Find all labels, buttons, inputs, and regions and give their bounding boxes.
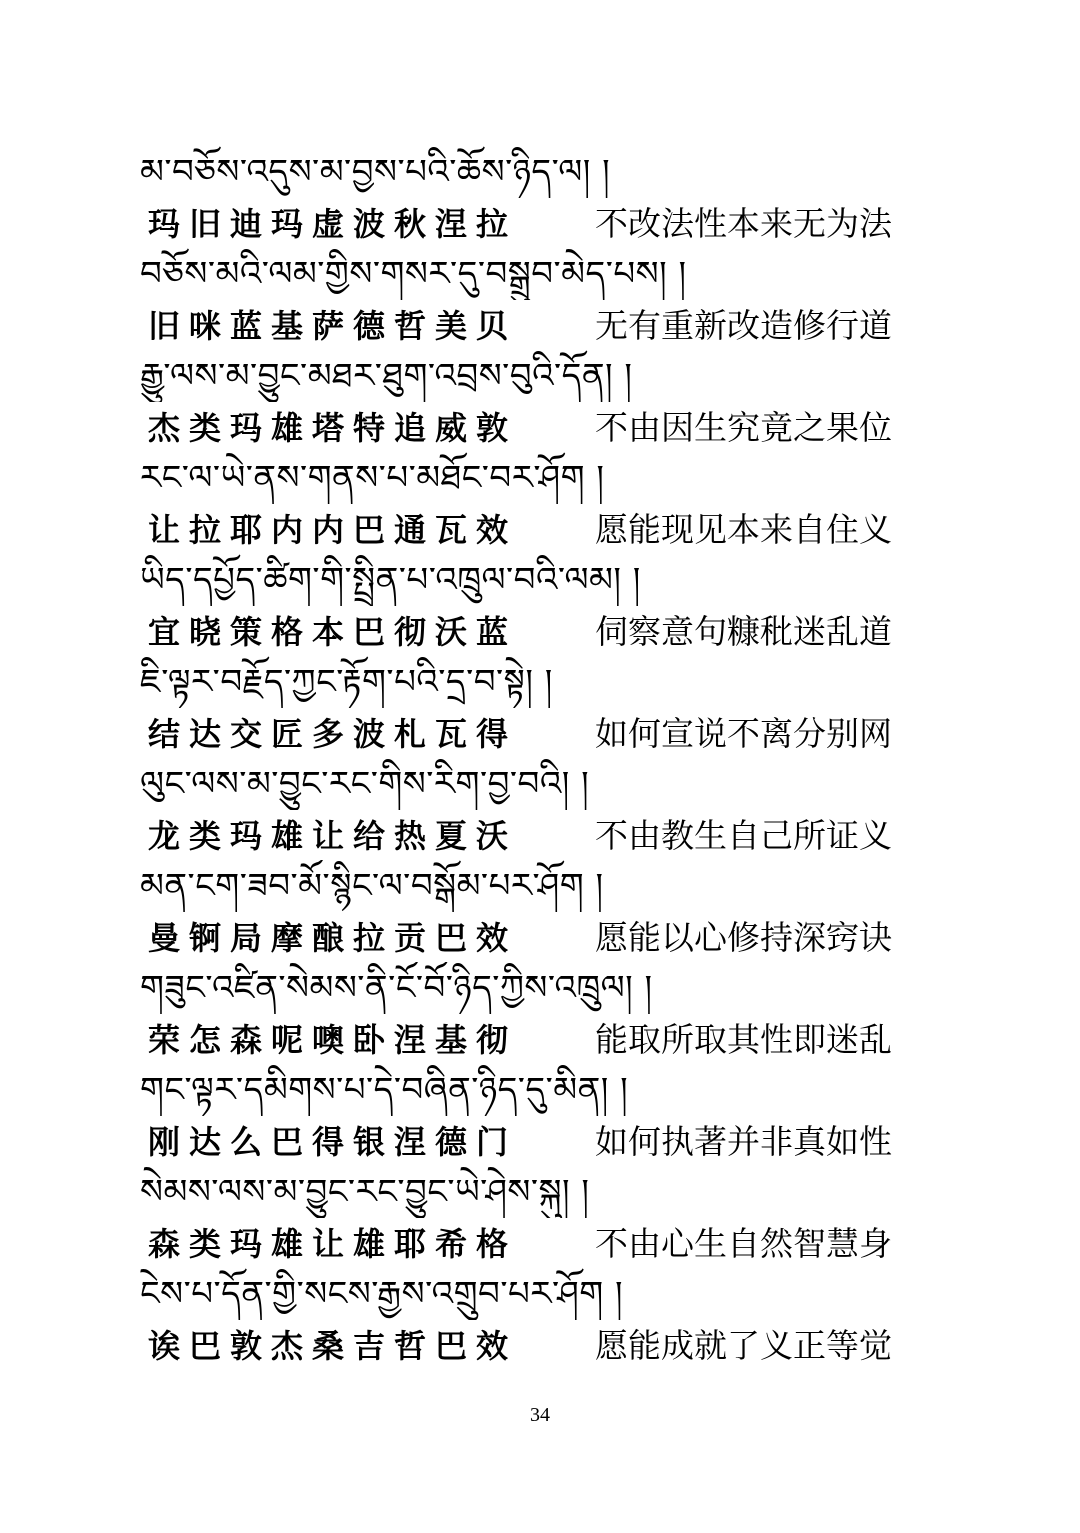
verse [140, 1064, 930, 1168]
verse [140, 860, 930, 964]
chinese-translation: 愿能现见本来自住义 [595, 510, 892, 549]
tibetan-line: མ་བཅོས་འདུས་མ་བྱས་པའི་ཆོས་ཉིད་ལ། ། [140, 152, 611, 192]
translation-row [140, 1218, 930, 1270]
tibetan-line: རྒྱུ་ལས་མ་བྱུང་མཐར་ཐུག་འབྲས་བུའི་དོན། ། [140, 356, 633, 396]
verse [140, 554, 930, 658]
tibetan-line: སེམས་ལས་མ་བྱུང་རང་བྱུང་ཡེ་ཤེས་སྐུ། ། [140, 1172, 590, 1212]
verse [140, 452, 930, 556]
chinese-translation: 愿能成就了义正等觉 [595, 1326, 892, 1365]
translation-row [140, 504, 930, 556]
tibetan-line: ངེས་པ་དོན་གྱི་སངས་རྒྱས་འགྲུབ་པར་ཤོག ། [140, 1274, 623, 1314]
translation-row [140, 198, 930, 250]
translation-row [140, 402, 930, 454]
tibetan-line: གཟུང་འཛིན་སེམས་ནི་ངོ་བོ་ཉིད་ཀྱིས་འཁྲུལ། ། [140, 968, 653, 1008]
chinese-transliteration: 诶巴敦杰桑吉哲巴效 [148, 1327, 518, 1365]
chinese-transliteration: 刚达么巴得银涅德门 [148, 1123, 518, 1161]
translation-row [140, 708, 930, 760]
translation-row [140, 912, 930, 964]
chinese-translation: 愿能以心修持深窍诀 [595, 918, 892, 957]
chinese-transliteration: 龙类玛雄让给热夏沃 [148, 817, 518, 855]
chinese-translation: 不由心生自然智慧身 [595, 1224, 892, 1263]
tibetan-line: ཇི་ལྟར་བརྗོད་ཀྱང་རྟོག་པའི་དྲ་བ་སྟེ། ། [140, 662, 553, 702]
tibetan-line: གང་ལྟར་དམིགས་པ་དེ་བཞིན་ཉིད་དུ་མིན། ། [140, 1070, 629, 1110]
chinese-translation: 能取所取其性即迷乱 [595, 1020, 892, 1059]
verse [140, 248, 930, 352]
chinese-transliteration: 杰类玛雄塔特追威敦 [148, 409, 518, 447]
tibetan-line: བཅོས་མའི་ལམ་གྱིས་གསར་དུ་བསྒྲུབ་མེད་པས། ། [140, 254, 687, 294]
verse [140, 1166, 930, 1270]
chinese-transliteration: 结达交匠多波札瓦得 [148, 715, 518, 753]
chinese-transliteration: 宜晓策格本巴彻沃蓝 [148, 613, 518, 651]
verse [140, 146, 930, 250]
page-number: 34 [530, 1404, 550, 1426]
tibetan-line: ཡིད་དཔྱོད་ཚིག་གི་སྤྲིན་པ་འཁྲུལ་བའི་ལམ། ། [140, 560, 641, 600]
tibetan-line: མན་ངག་ཟབ་མོ་སྙིང་ལ་བསྒོམ་པར་ཤོག ། [140, 866, 604, 906]
chinese-transliteration: 旧咪蓝基萨德哲美贝 [148, 307, 518, 345]
chinese-transliteration: 曼锕局摩酿拉贡巴效 [148, 919, 518, 957]
chinese-translation: 无有重新改造修行道 [595, 306, 892, 345]
chinese-translation: 伺察意句糠秕迷乱道 [595, 612, 892, 651]
verse [140, 656, 930, 760]
translation-row [140, 1014, 930, 1066]
chinese-transliteration: 森类玛雄让雄耶希格 [148, 1225, 518, 1263]
translation-row [140, 1116, 930, 1168]
chinese-translation: 不改法性本来无为法 [595, 204, 892, 243]
chinese-transliteration: 玛旧迪玛虚波秋涅拉 [148, 205, 518, 243]
chinese-translation: 如何宣说不离分别网 [595, 714, 892, 753]
verse [140, 350, 930, 454]
chinese-translation: 不由因生究竟之果位 [595, 408, 892, 447]
chinese-transliteration: 荣怎森呢噢卧涅基彻 [148, 1021, 518, 1059]
translation-row [140, 810, 930, 862]
tibetan-line: རང་ལ་ཡེ་ནས་གནས་པ་མཐོང་བར་ཤོག ། [140, 458, 605, 498]
translation-row [140, 606, 930, 658]
verse [140, 962, 930, 1066]
chinese-translation: 不由教生自己所证义 [595, 816, 892, 855]
tibetan-line: ལུང་ལས་མ་བྱུང་རང་གིས་རིག་བྱ་བའི། ། [140, 764, 590, 804]
translation-row [140, 1320, 930, 1372]
verse [140, 1268, 930, 1372]
translation-row [140, 300, 930, 352]
chinese-transliteration: 让拉耶内内巴通瓦效 [148, 511, 518, 549]
chinese-translation: 如何执著并非真如性 [595, 1122, 892, 1161]
verse [140, 758, 930, 862]
